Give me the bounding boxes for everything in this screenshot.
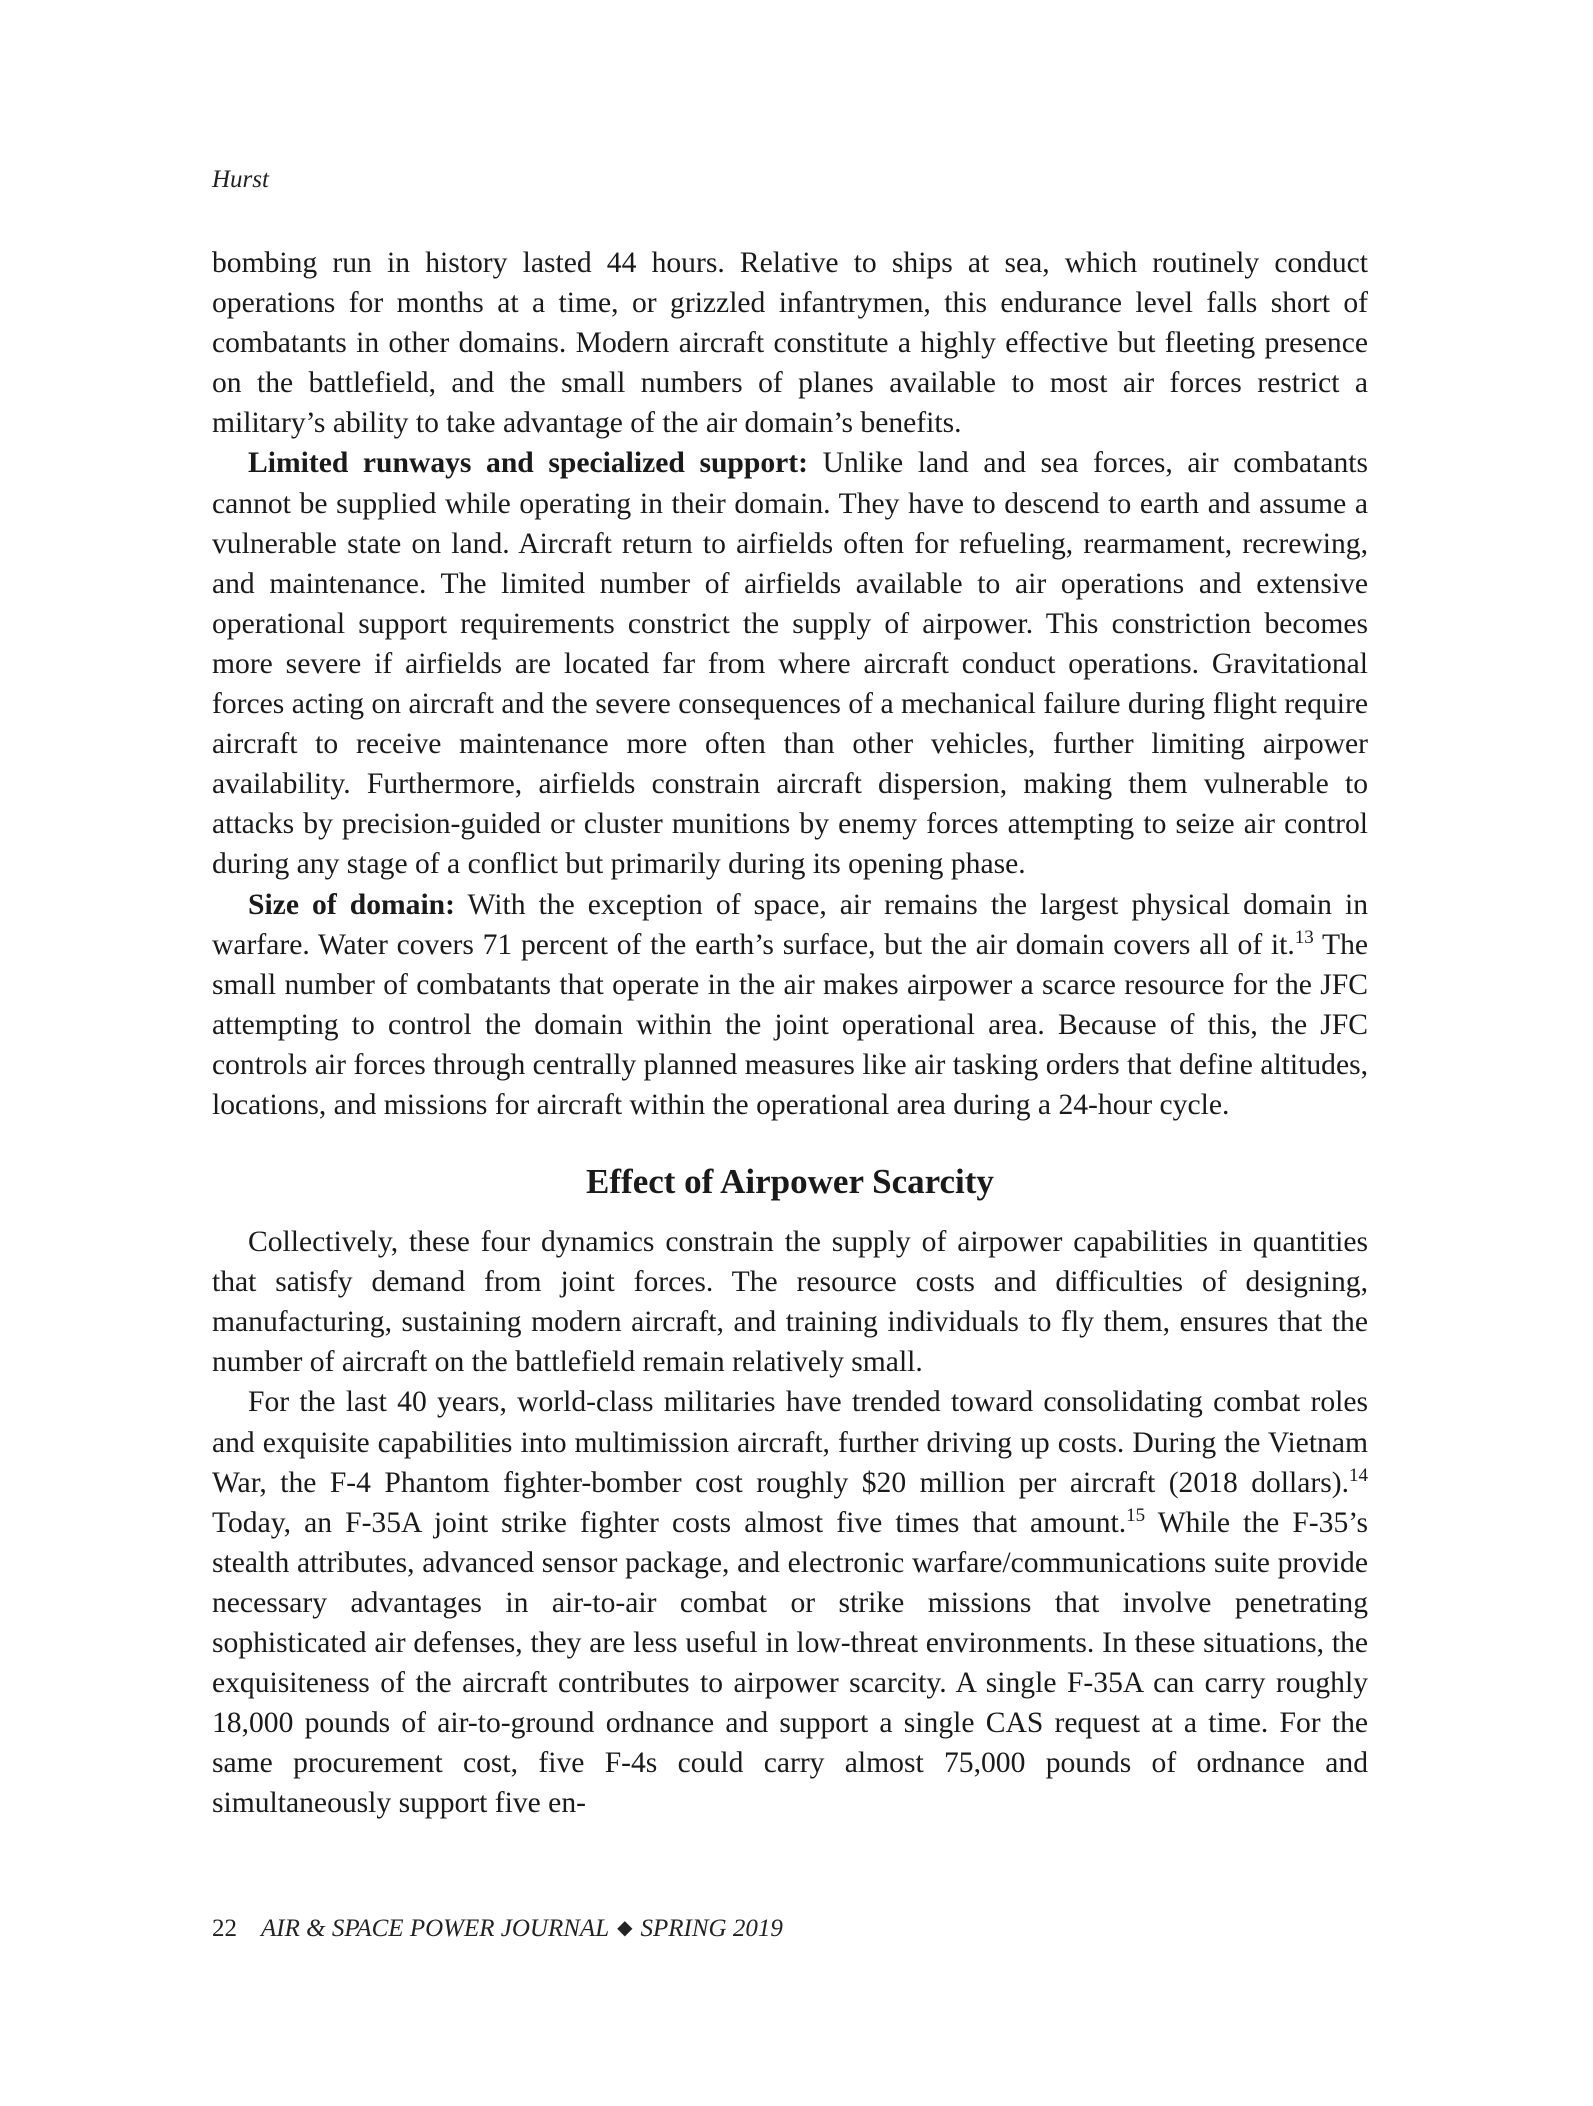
journal-title: AIR & SPACE POWER JOURNAL (261, 1915, 610, 1942)
section-heading: Effect of Airpower Scarcity (586, 1162, 994, 1202)
journal-issue: SPRING 2019 (640, 1915, 783, 1942)
paragraph-text: Unlike land and sea forces, air combatants cannot be supplied while operating in their domain. They have to descend to earth and assume a vulnerable state on land. Aircraft return to airfields often for refueling, rearmament, recrewing, and maintenance. The limited number of airfields available to air operations and extensive operational support requirements constrict the supply of airpower. This constriction becomes more severe if airfields are located far from where aircraft conduct operations. Gravitational forces acting on aircraft and the severe consequences of a mechanical failure during flight require aircraft to receive maintenance more often than other vehicles, further limiting airpower availability. Furthermore, airfields constrain aircraft dispersion, making them vulnerable to attacks by precision-guided or cluster munitions by enemy forces attempting to seize air control during any stage of a conflict but primarily during its opening phase. (212, 447, 1368, 881)
diamond-separator-icon: ◆ (617, 1917, 633, 1939)
paragraph-text: While the F-35’s stealth attributes, advanced sensor package, and electronic warfare/communications suite provide necessary advantages in air-to-air combat or strike missions that involve penetrating sophisticated air defenses, they are less useful in low-threat environments. In these situations, the exquisiteness of the aircraft contributes to airpower scarcity. A single F-35A can carry roughly 18,000 pounds of air-to-ground ordnance and support a single CAS request at a time. For the same procurement cost, five F-4s could carry almost 75,000 pounds of ordnance and simultaneously support five en- (212, 1506, 1368, 1820)
paragraph-lead-in: Size of domain: (248, 888, 455, 921)
page-number: 22 (212, 1915, 237, 1942)
footnote-ref-14[interactable]: 14 (1349, 1464, 1368, 1486)
paragraph-text: Collectively, these four dynamics constrain the supply of airpower capabilities in quantities that satisfy demand from joint forces. The resource costs and difficulties of designing, manufacturing, sustaining modern aircraft, and training individuals to fly them, ensures that the number of aircraft on the battlefield remain relatively small. (212, 1226, 1368, 1379)
paragraph-size-of-domain (212, 885, 1368, 1126)
footnote-ref-15[interactable]: 15 (1126, 1504, 1146, 1526)
footnote-ref-13[interactable]: 13 (1294, 926, 1314, 948)
paragraph-collectively (212, 1222, 1368, 1382)
paragraph-text: bombing run in history lasted 44 hours. Relative to ships at sea, which routinely conduct operations for months at a time, or grizzled infantrymen, this endurance level falls short of combatants in other domains. Modern aircraft constitute a highly effective but fleeting presence on the battlefield, and the small numbers of planes available to most air forces restrict a military’s ability to take advantage of the air domain’s benefits. (212, 247, 1368, 440)
paragraph-last-40-years (212, 1382, 1368, 1823)
paragraph-text: Today, an F-35A joint strike fighter costs almost five times that amount. (212, 1506, 1127, 1539)
paragraph-text: The small number of combatants that operate in the air makes airpower a scarce resource for the JFC attempting to control the domain within the joint operational area. Because of this, the JFC controls air forces through centrally planned measures like air tasking orders that define altitudes, locations, and missions for aircraft within the operational area during a 24-hour cycle. (212, 928, 1369, 1121)
paragraph-text: For the last 40 years, world-class militaries have trended toward consolidating combat roles and exquisite capabilities into multimission aircraft, further driving up costs. During the Vietnam War, the F-4 Phantom fighter-bomber cost roughly $20 million per aircraft (2018 dollars). (212, 1386, 1368, 1499)
paragraph-limited-runways (212, 443, 1368, 884)
journal-page (212, 0, 1368, 2106)
paragraph-lead-in: Limited runways and specialized support: (248, 447, 808, 480)
article-body (212, 243, 1368, 1823)
paragraph-continued (212, 243, 1368, 443)
paragraph-text: With the exception of space, air remains the largest physical domain in warfare. Water covers 71 percent of the earth’s surface, but the air domain covers all of it. (212, 888, 1369, 961)
running-head-author: Hurst (212, 166, 269, 193)
page-footer (212, 1915, 783, 1943)
